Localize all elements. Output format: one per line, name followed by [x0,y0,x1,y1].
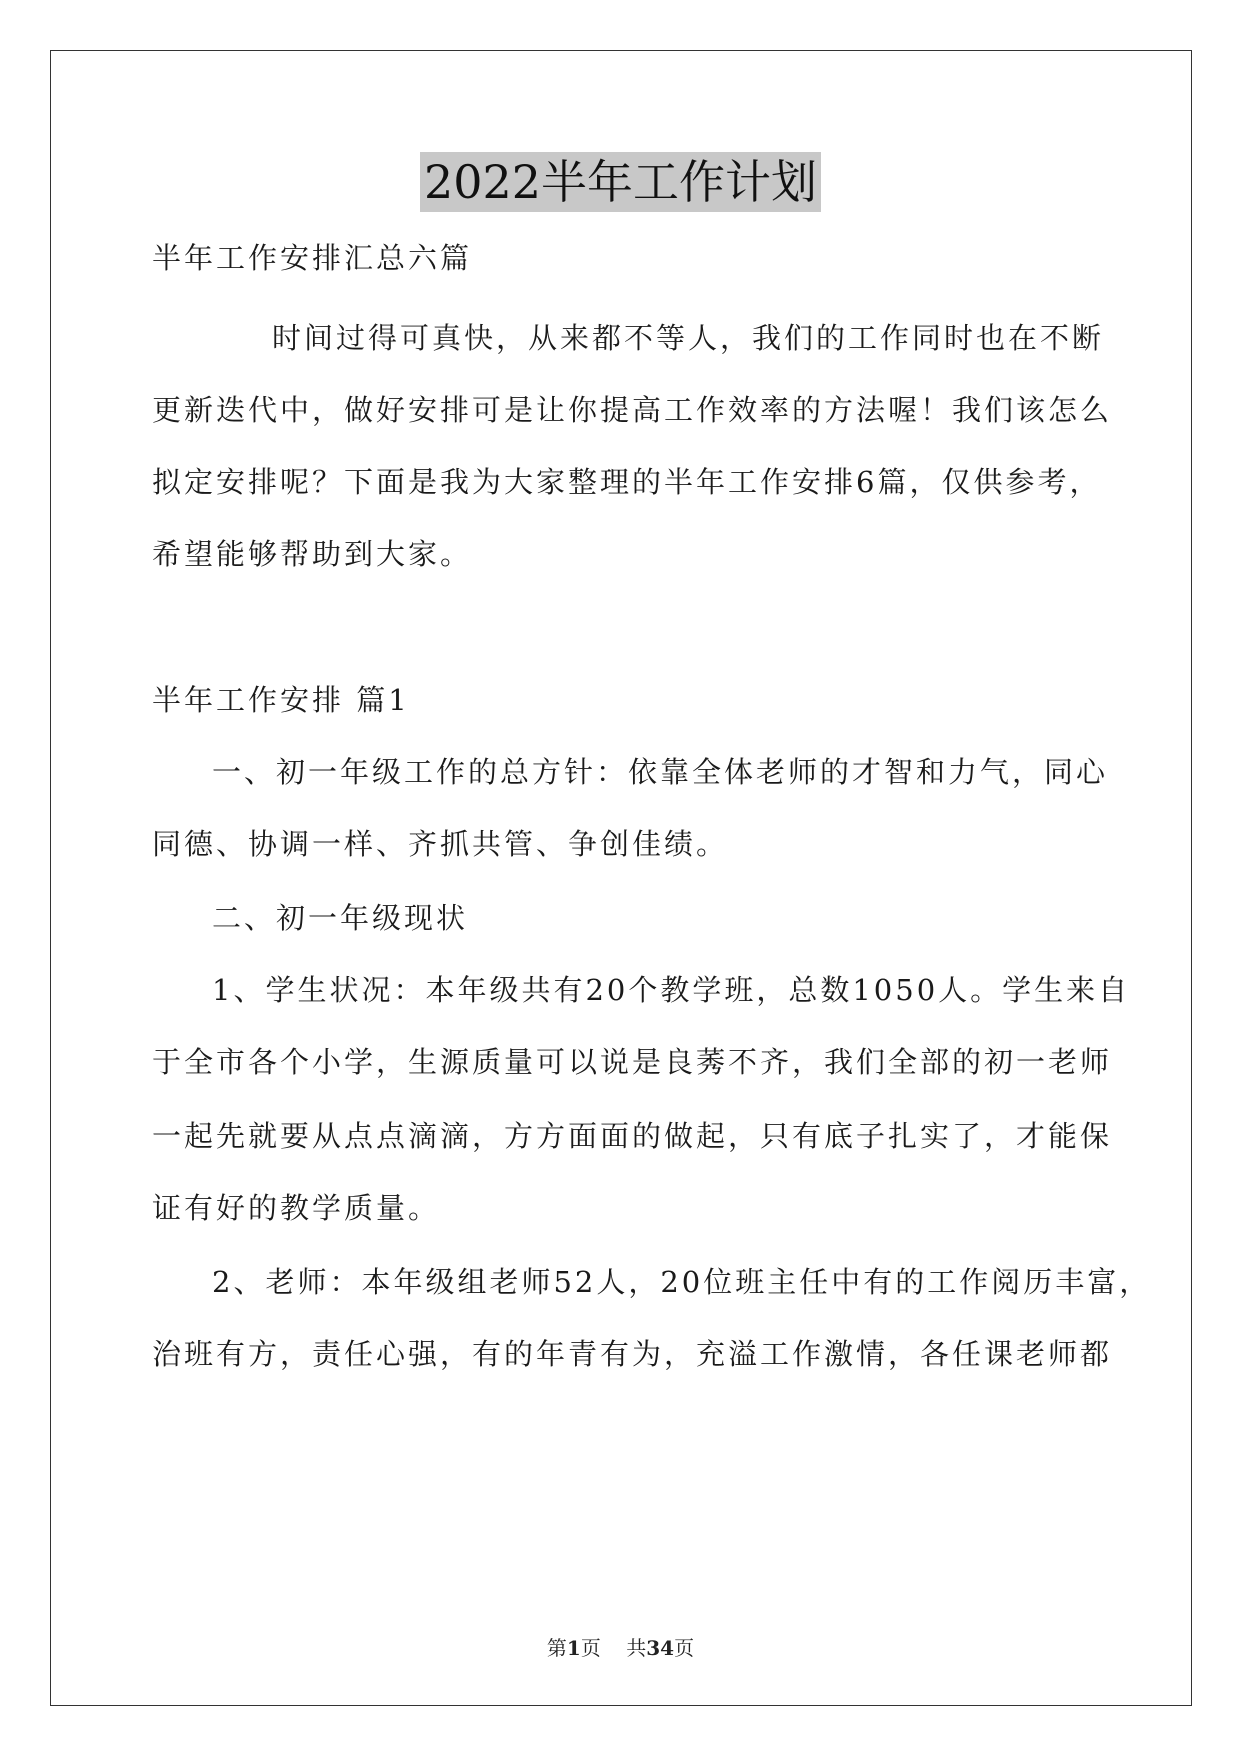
paragraph-line: 证有好的教学质量。 [152,1191,441,1225]
paragraph-line: 时间过得可真快，从来都不等人，我们的工作同时也在不断 [272,321,1105,355]
footer-page-prefix: 第 [546,1636,567,1660]
paragraph-line: 一、初一年级工作的总方针：依靠全体老师的才智和力气，同心 [212,755,1109,789]
page-footer [0,1632,1241,1661]
paragraph-line: 希望能够帮助到大家。 [152,537,473,571]
footer-total-pages: 34 [646,1636,675,1660]
paragraph-line: 拟定安排呢？下面是我为大家整理的半年工作安排6篇，仅供参考， [152,465,1102,499]
paragraph-line: 同德、协调一样、齐抓共管、争创佳绩。 [152,827,729,861]
subtitle-line: 半年工作安排汇总六篇 [152,241,473,275]
paragraph-line: 于全市各个小学，生源质量可以说是良莠不齐，我们全部的初一老师 [152,1045,1113,1079]
title-wrap [0,152,1241,212]
page-border [50,50,1192,1706]
footer-page-suffix: 页 [580,1636,601,1660]
footer-total-prefix: 共 [626,1636,647,1660]
paragraph-line: 二、初一年级现状 [212,901,469,935]
section-heading: 半年工作安排 篇1 [152,683,410,717]
paragraph-line: 更新迭代中，做好安排可是让你提高工作效率的方法喔！我们该怎么 [152,393,1113,427]
paragraph-line: 一起先就要从点点滴滴，方方面面的做起，只有底子扎实了，才能保 [152,1119,1113,1153]
paragraph-line: 2、老师：本年级组老师52人，20位班主任中有的工作阅历丰富， [212,1265,1152,1299]
document-title: 2022半年工作计划 [420,152,821,212]
paragraph-line: 1、学生状况：本年级共有20个教学班，总数1050人。学生来自 [212,973,1131,1007]
footer-total-suffix: 页 [674,1636,695,1660]
footer-page-number: 1 [566,1636,581,1660]
paragraph-line: 治班有方，责任心强，有的年青有为，充溢工作激情，各任课老师都 [152,1337,1113,1371]
